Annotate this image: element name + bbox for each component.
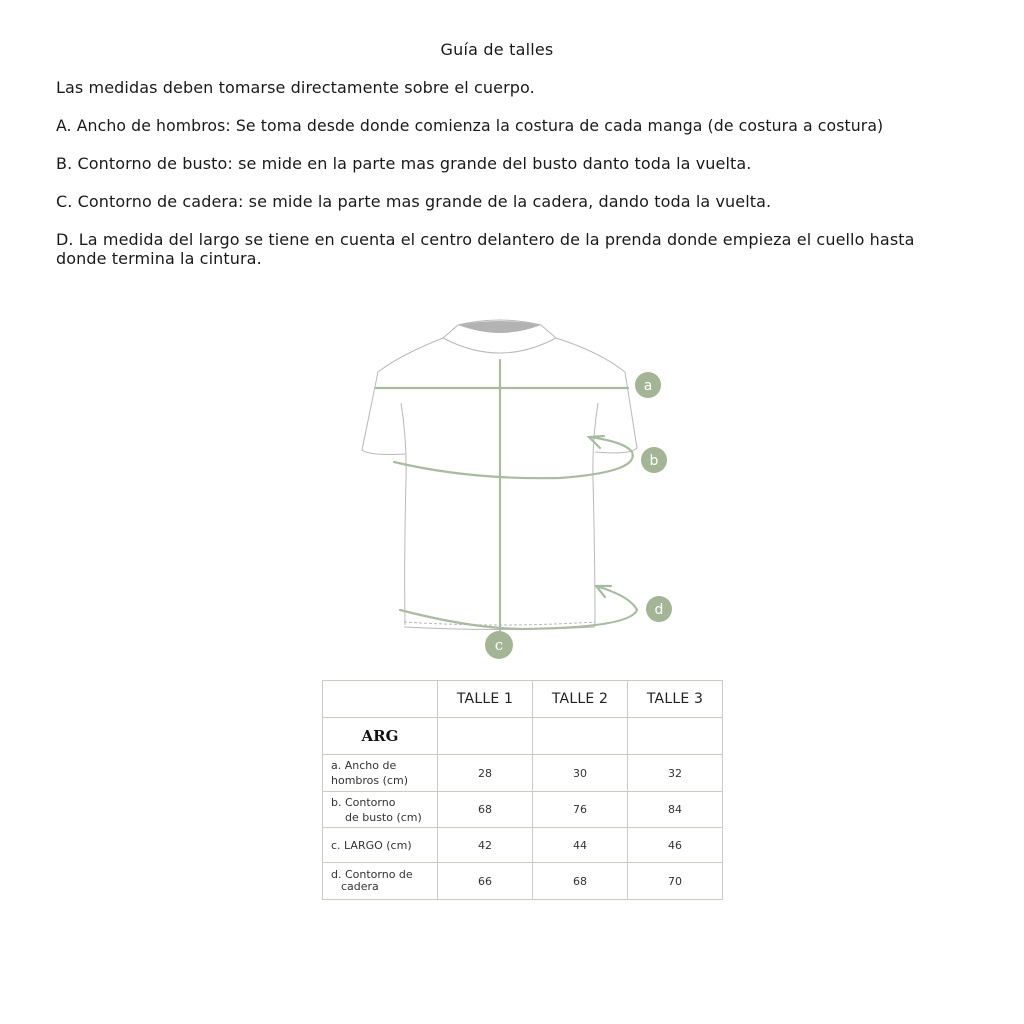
- instruction-c: C. Contorno de cadera: se mide la parte mas grande de la cadera, dando toda la vuelta.: [56, 192, 772, 211]
- table-cell: 30: [533, 755, 628, 792]
- table-cell: 66: [438, 863, 533, 900]
- table-cell: 70: [628, 863, 723, 900]
- row-label-line: a. Ancho de: [331, 759, 397, 772]
- table-cell: 42: [438, 828, 533, 863]
- badge-c-label: c: [494, 636, 504, 654]
- row-label-bust: [323, 792, 438, 828]
- table-row: [323, 792, 723, 828]
- badge-a-label: a: [643, 378, 653, 394]
- table-cell: 44: [533, 828, 628, 863]
- header-talle-1: TALLE 1: [438, 681, 533, 718]
- instruction-a: A. Ancho de hombros: Se toma desde donde comienza la costura de cada manga (de costura a costura): [56, 116, 884, 135]
- table-header-row: [323, 681, 723, 718]
- row-label-line: hombros (cm): [331, 774, 408, 787]
- instruction-b: B. Contorno de busto: se mide en la parte mas grande del busto danto toda la vuelta.: [56, 154, 752, 173]
- region-cell-empty: [533, 718, 628, 755]
- row-label-line: cadera: [341, 880, 379, 893]
- table-row: [323, 755, 723, 792]
- row-label-line: b. Contorno: [331, 795, 396, 809]
- row-label-length: [323, 828, 438, 863]
- badge-b-label: b: [649, 453, 659, 469]
- table-cell: 32: [628, 755, 723, 792]
- row-label-line: d. Contorno de: [331, 868, 413, 881]
- badge-c: [485, 631, 513, 659]
- page-title: Guía de talles: [440, 40, 554, 59]
- row-label-line: c. LARGO (cm): [331, 838, 412, 852]
- table-cell: 46: [628, 828, 723, 863]
- table-header-empty: [323, 681, 438, 718]
- region-cell-empty: [628, 718, 723, 755]
- header-talle-3: TALLE 3: [628, 681, 723, 718]
- instruction-d: D. La medida del largo se tiene en cuenta el centro delantero de la prenda donde empieza el cuello hasta donde termina la cintura.: [56, 230, 915, 268]
- region-label: ARG: [323, 718, 438, 755]
- table-cell: 68: [438, 792, 533, 828]
- bust-arc: [394, 437, 633, 478]
- header-talle-2: TALLE 2: [533, 681, 628, 718]
- table-row: [323, 828, 723, 863]
- table-region-row: [323, 718, 723, 755]
- size-table: [322, 680, 723, 900]
- badge-d: [646, 596, 672, 622]
- region-cell-empty: [438, 718, 533, 755]
- table-cell: 68: [533, 863, 628, 900]
- badge-b: [641, 447, 667, 473]
- table-cell: 84: [628, 792, 723, 828]
- shirt-measurement-diagram: [340, 310, 700, 670]
- row-label-shoulders: [323, 755, 438, 792]
- row-label-hip: [323, 863, 438, 900]
- table-cell: 76: [533, 792, 628, 828]
- table-row: [323, 863, 723, 900]
- intro-paragraph: Las medidas deben tomarse directamente sobre el cuerpo.: [56, 78, 535, 97]
- badge-a: [635, 372, 661, 398]
- badge-d-label: d: [654, 602, 664, 618]
- measurement-lines: [376, 360, 637, 630]
- table-cell: 28: [438, 755, 533, 792]
- row-label-line: de busto (cm): [345, 810, 422, 824]
